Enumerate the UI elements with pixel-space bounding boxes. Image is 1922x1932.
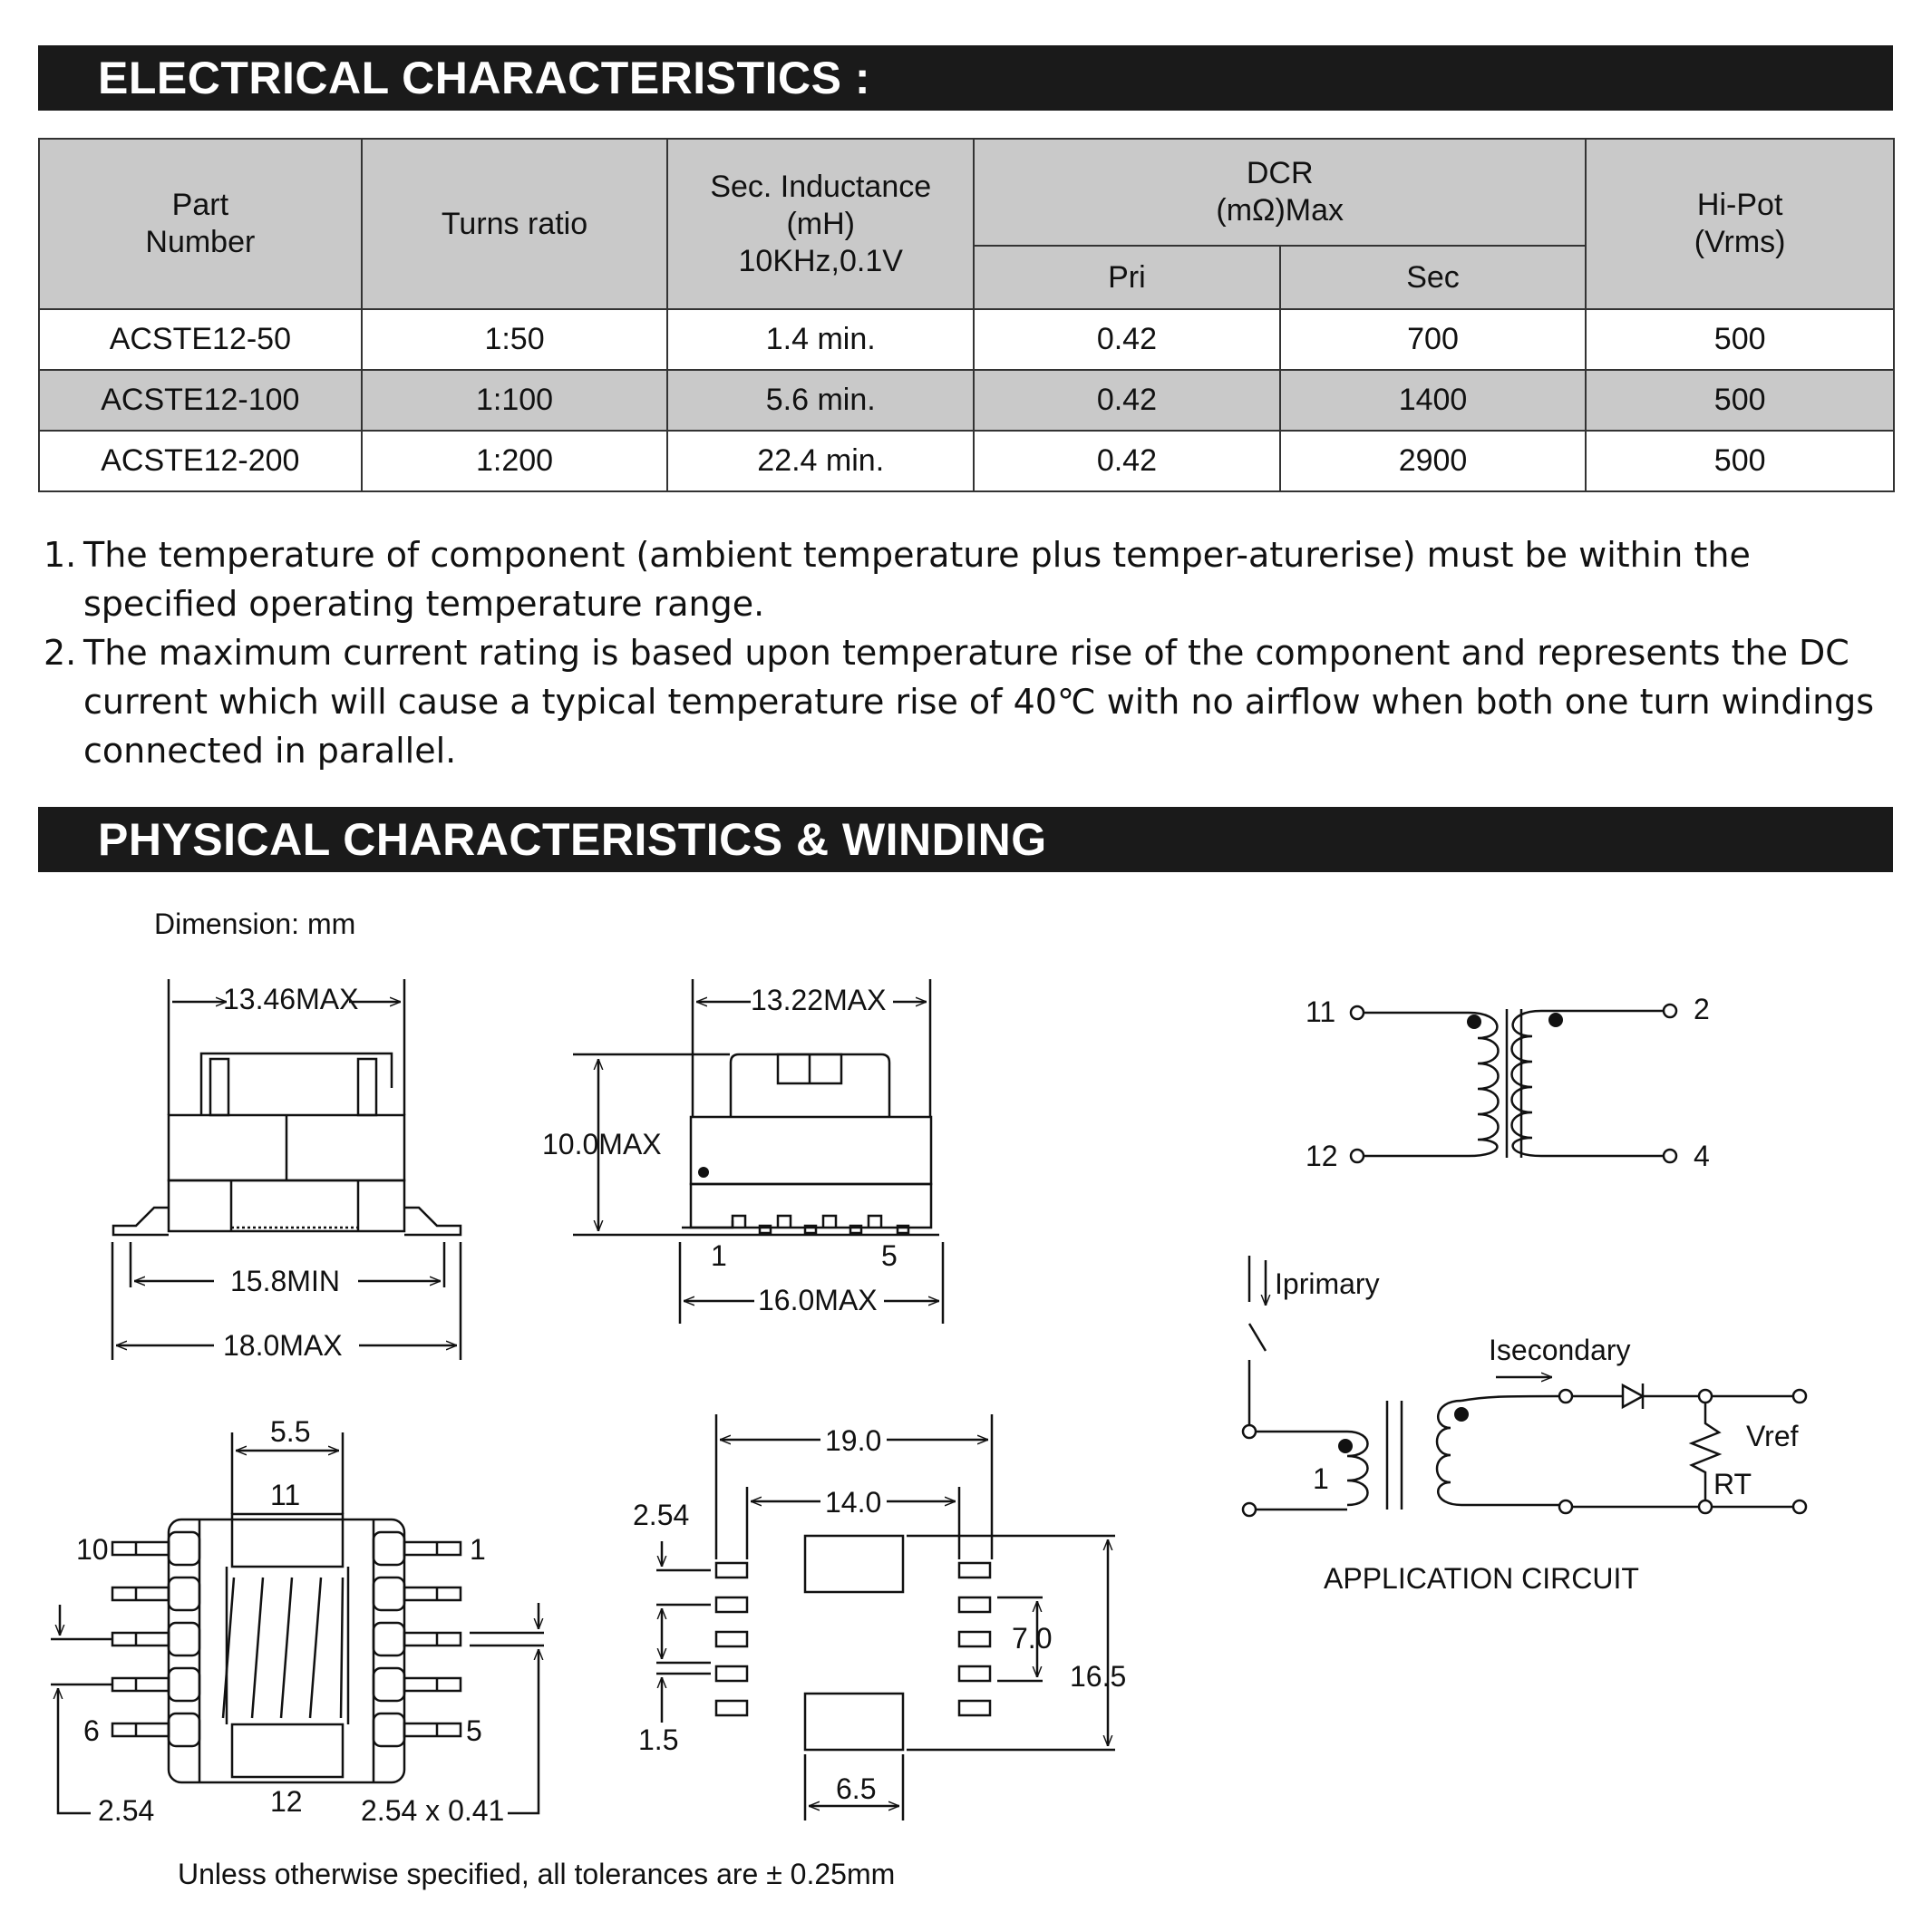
- cell-inductance: 5.6 min.: [667, 370, 974, 431]
- front-top-width-label: 13.22MAX: [751, 984, 887, 1016]
- header-hipot: Hi-Pot (Vrms): [1586, 139, 1894, 309]
- side-view: [112, 979, 461, 1360]
- physical-section-header: PHYSICAL CHARACTERISTICS & WINDING: [38, 807, 1893, 872]
- footprint-pad-small-label: 1.5: [638, 1723, 679, 1756]
- footprint-total-height-label: 16.5: [1070, 1660, 1127, 1693]
- bottom-body-width-label: 5.5: [270, 1415, 311, 1448]
- cell-part: ACSTE12-200: [39, 431, 362, 491]
- cell-part: ACSTE12-100: [39, 370, 362, 431]
- cell-ratio: 1:50: [362, 309, 668, 370]
- header-dcr-sec: Sec: [1280, 246, 1587, 309]
- cell-hipot: 500: [1586, 309, 1894, 370]
- cell-pri: 0.42: [974, 370, 1280, 431]
- cell-pri: 0.42: [974, 309, 1280, 370]
- electrical-section-header: ELECTRICAL CHARACTERISTICS :: [38, 45, 1893, 111]
- application-circuit-caption: APPLICATION CIRCUIT: [1324, 1562, 1639, 1595]
- bottom-pin-size-label: 2.54 x 0.41: [361, 1794, 505, 1827]
- vref-label: Vref: [1746, 1420, 1799, 1452]
- mechanical-drawing: [0, 870, 1922, 1932]
- primary-dot-icon: [1467, 1015, 1481, 1029]
- header-turns-ratio: Turns ratio: [362, 139, 668, 309]
- footprint-pad-span-label: 7.0: [1012, 1622, 1053, 1655]
- cell-ratio: 1:200: [362, 431, 668, 491]
- tolerance-note: Unless otherwise specified, all tolerances are ± 0.25mm: [178, 1858, 896, 1890]
- schematic-pin-11-label: 11: [1306, 995, 1336, 1028]
- pin-11-label: 11: [270, 1479, 301, 1511]
- dimension-unit-label: Dimension: mm: [154, 908, 356, 940]
- note-number: 2.: [44, 633, 77, 673]
- front-pin-first-label: 1: [711, 1239, 727, 1272]
- footprint-pad-large-label: 6.5: [836, 1772, 877, 1805]
- rt-label: RT: [1713, 1468, 1752, 1500]
- front-height-label: 10.0MAX: [542, 1128, 662, 1160]
- pin-1-label: 1: [470, 1533, 486, 1566]
- header-dcr: DCR (mΩ)Max: [974, 139, 1586, 246]
- cell-hipot: 500: [1586, 370, 1894, 431]
- cell-pri: 0.42: [974, 431, 1280, 491]
- pin-10-label: 10: [76, 1533, 109, 1566]
- schematic-pin-12-label: 12: [1306, 1140, 1338, 1172]
- side-max-span-label: 18.0MAX: [223, 1329, 343, 1362]
- notes-list: [44, 530, 1893, 775]
- header-part-number: Part Number: [39, 139, 362, 309]
- note-item: [44, 530, 1893, 628]
- cell-inductance: 22.4 min.: [667, 431, 974, 491]
- footprint-view: [656, 1414, 1115, 1820]
- transformer-schematic: [1351, 1005, 1676, 1162]
- cell-sec: 1400: [1280, 370, 1587, 431]
- table-row: [39, 309, 1894, 370]
- footprint-inner-width-label: 14.0: [825, 1486, 882, 1519]
- electrical-spec-table: [38, 138, 1895, 492]
- pin-6-label: 6: [83, 1714, 100, 1747]
- note-text: The temperature of component (ambient temperature plus temper-aturerise) must be within the specified operating temperature range.: [83, 535, 1751, 624]
- pin1-dot-icon: [698, 1167, 709, 1178]
- cell-part: ACSTE12-50: [39, 309, 362, 370]
- table-header-row: [39, 139, 1894, 246]
- note-item: [44, 628, 1893, 775]
- note-number: 1.: [44, 535, 77, 575]
- pin-12-label: 12: [270, 1785, 303, 1818]
- isecondary-label: Isecondary: [1489, 1334, 1631, 1366]
- side-top-width-label: 13.46MAX: [223, 983, 359, 1015]
- cell-sec: 700: [1280, 309, 1587, 370]
- side-min-span-label: 15.8MIN: [230, 1265, 340, 1297]
- header-sec-inductance: Sec. Inductance (mH) 10KHz,0.1V: [667, 139, 974, 309]
- footprint-pitch-label: 2.54: [633, 1499, 690, 1531]
- turn-count-label: 1: [1313, 1462, 1329, 1495]
- app-primary-dot-icon: [1338, 1439, 1353, 1453]
- app-secondary-dot-icon: [1454, 1407, 1469, 1422]
- cell-ratio: 1:100: [362, 370, 668, 431]
- front-width-label: 16.0MAX: [758, 1284, 878, 1316]
- cell-inductance: 1.4 min.: [667, 309, 974, 370]
- secondary-dot-icon: [1548, 1013, 1563, 1027]
- iprimary-label: Iprimary: [1275, 1267, 1380, 1300]
- table-row: [39, 431, 1894, 491]
- cell-sec: 2900: [1280, 431, 1587, 491]
- table-row: [39, 370, 1894, 431]
- header-dcr-pri: Pri: [974, 246, 1280, 309]
- pin-5-label: 5: [466, 1714, 482, 1747]
- bottom-pitch-label: 2.54: [98, 1794, 155, 1827]
- footprint-outer-width-label: 19.0: [825, 1424, 882, 1457]
- front-pin-last-label: 5: [881, 1239, 898, 1272]
- schematic-pin-4-label: 4: [1694, 1140, 1710, 1172]
- schematic-pin-2-label: 2: [1694, 993, 1710, 1025]
- note-text: The maximum current rating is based upon temperature rise of the component and represents the DC current which will cause a typical temperature rise of 40℃ with no airflow when both one turn windings connected in parallel.: [83, 633, 1875, 771]
- cell-hipot: 500: [1586, 431, 1894, 491]
